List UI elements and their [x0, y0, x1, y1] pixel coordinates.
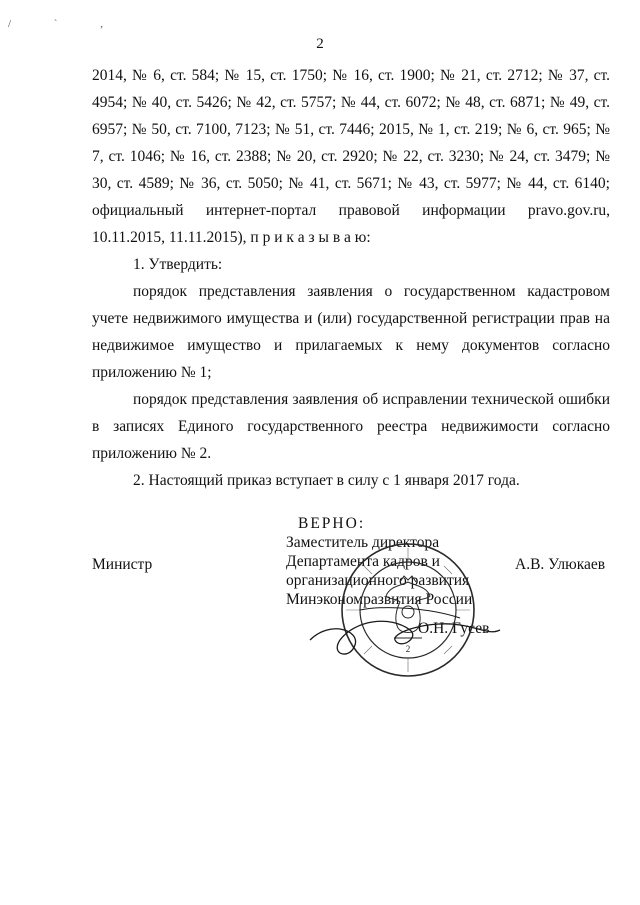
legal-references-paragraph: 2014, № 6, ст. 584; № 15, ст. 1750; № 16, ст. 1900; № 21, ст. 2712; № 37, ст. 4954; № 40, ст. 5426; № 42, ст. 5757; № 44, ст. 6072; № 48, ст. 6871; № 49, ст. 6957; № 50, ст. 7100, 7123; № 51, ст. 7446; 2015, № 1, ст. 219; № 6, ст. 965; № 7, ст. 1046; № 16, ст. 2388; № 20, ст. 2920; № 22, ст. 3230; № 24, ст. 3479; № 30, ст. 4589; № 36, ст. 5050; № 41, ст. 5671; № 43, ст. 5977; № 44, ст. 6140; официальный интернет-портал правовой информации pravo.gov.ru, 10.11.2015, 11.11.2015), п р и к а з ы в а ю:	[92, 67, 610, 246]
procedure-correction-item: порядок представления заявления об исправлении технической ошибки в записях Единого государственного реестра недвижимости согласно приложению № 2.	[92, 391, 610, 462]
certification-signer: О.Н. Гусев	[418, 620, 490, 637]
effective-date-item: 2. Настоящий приказ вступает в силу с 1 января 2017 года.	[133, 472, 520, 489]
approve-item: 1. Утвердить:	[133, 256, 223, 273]
signer-name: А.В. Улюкаев	[515, 556, 606, 573]
page-number: 2	[316, 36, 324, 52]
certification-line: Минэкономразвития России	[286, 591, 473, 608]
certification-line: Департамента кадров и	[286, 553, 440, 570]
certification-line: организационного развития	[286, 572, 470, 589]
stamp-number: 2	[405, 644, 411, 654]
certification-title: ВЕРНО:	[298, 515, 366, 532]
minister-label: Министр	[92, 556, 153, 573]
scan-corner-marks: / ` ,	[8, 18, 123, 30]
certification-line: Заместитель директора	[286, 534, 440, 551]
procedure-application-item: порядок представления заявления о государственном кадастровом учете недвижимого имущества и (или) государственной регистрации прав на недвижимое имущество и прилагаемых к нему документов согласно приложению № 1;	[92, 283, 610, 381]
handwritten-signature	[300, 600, 510, 670]
